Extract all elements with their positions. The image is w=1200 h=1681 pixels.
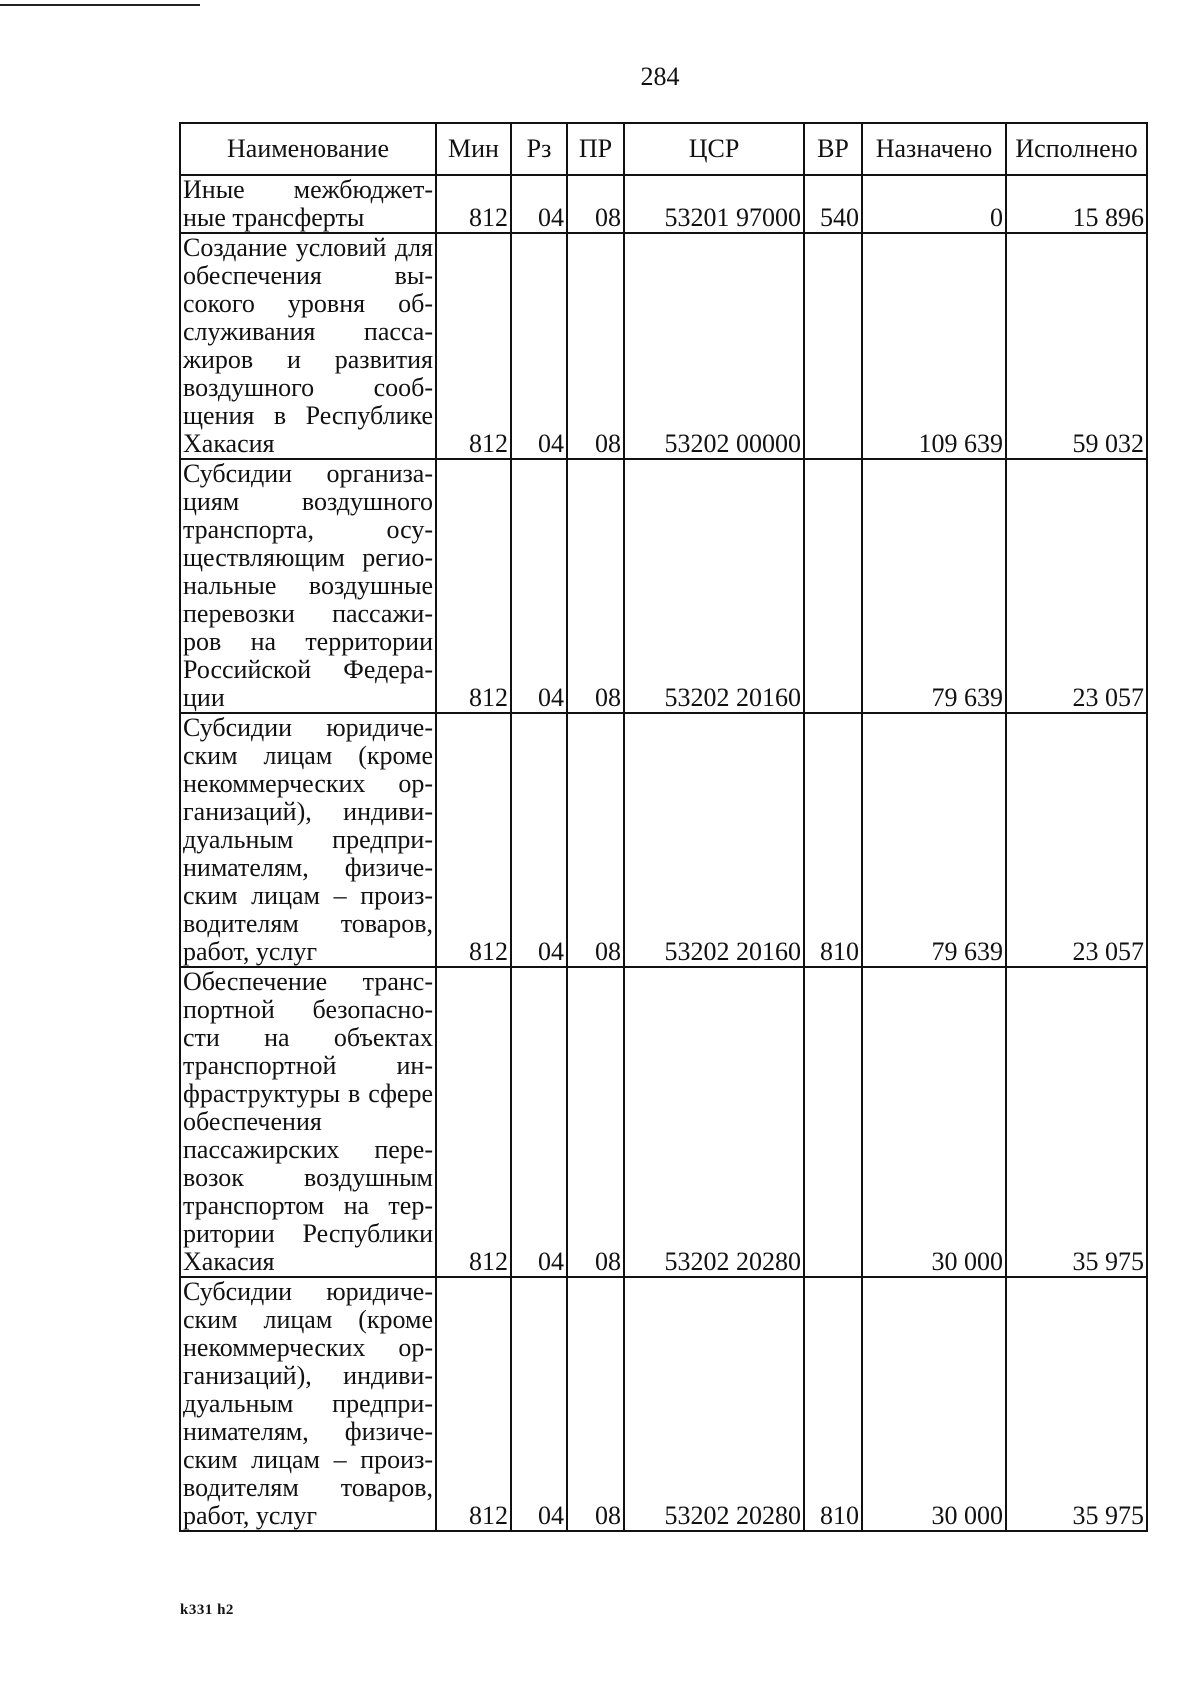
header-vr: ВР <box>804 123 862 175</box>
header-csr: ЦСР <box>624 123 804 175</box>
cell-vr <box>804 233 862 459</box>
cell-executed: 23 057 <box>1006 459 1147 713</box>
cell-name: Субсидии организа-циям воздушного транспорта, осу-ществляющим регио-нальные воздушные перевозки пассажи-ров на территории Российской Федера-ции <box>180 459 436 713</box>
cell-min: 812 <box>436 233 511 459</box>
cell-assigned: 30 000 <box>862 1277 1006 1531</box>
cell-min: 812 <box>436 1277 511 1531</box>
cell-min: 812 <box>436 713 511 967</box>
header-assigned: Назначено <box>862 123 1006 175</box>
cell-name: Обеспечение транс-портной безопасно-сти на объектах транспортной ин-фраструктуры в сфере обеспечения пассажирских пере-возок воздушным транспортом на тер-ритории Республики Хакасия <box>180 967 436 1277</box>
cell-vr <box>804 459 862 713</box>
table-row <box>180 175 1147 233</box>
cell-csr: 53202 20280 <box>624 967 804 1277</box>
cell-assigned: 79 639 <box>862 713 1006 967</box>
cell-assigned: 30 000 <box>862 967 1006 1277</box>
cell-executed: 35 975 <box>1006 1277 1147 1531</box>
cell-rz: 04 <box>511 175 567 233</box>
cell-vr: 810 <box>804 1277 862 1531</box>
cell-csr: 53202 20160 <box>624 713 804 967</box>
cell-name: Субсидии юридиче-ским лицам (кроме некоммерческих ор-ганизаций), индиви-дуальным предпри-нимателям, физиче-ским лицам – произ-водителям товаров, работ, услуг <box>180 713 436 967</box>
cell-pr: 08 <box>567 233 624 459</box>
cell-rz: 04 <box>511 1277 567 1531</box>
header-pr: ПР <box>567 123 624 175</box>
table-row <box>180 1277 1147 1531</box>
header-rz: Рз <box>511 123 567 175</box>
cell-pr: 08 <box>567 713 624 967</box>
cell-executed: 59 032 <box>1006 233 1147 459</box>
cell-name: Иные межбюджет-ные трансферты <box>180 175 436 233</box>
footer-code: k331 h2 <box>180 1602 234 1618</box>
cell-vr: 540 <box>804 175 862 233</box>
header-min: Мин <box>436 123 511 175</box>
table-row <box>180 459 1147 713</box>
cell-vr <box>804 967 862 1277</box>
header-executed: Исполнено <box>1006 123 1147 175</box>
cell-rz: 04 <box>511 459 567 713</box>
cell-executed: 15 896 <box>1006 175 1147 233</box>
cell-csr: 53202 00000 <box>624 233 804 459</box>
table-row <box>180 713 1147 967</box>
cell-csr: 53202 20160 <box>624 459 804 713</box>
cell-vr: 810 <box>804 713 862 967</box>
cell-assigned: 0 <box>862 175 1006 233</box>
header-row <box>180 123 1147 175</box>
cell-executed: 23 057 <box>1006 713 1147 967</box>
cell-csr: 53202 20280 <box>624 1277 804 1531</box>
header-name: Наименование <box>180 123 436 175</box>
cell-pr: 08 <box>567 175 624 233</box>
page-number: 284 <box>640 62 680 91</box>
cell-assigned: 79 639 <box>862 459 1006 713</box>
cell-name: Субсидии юридиче-ским лицам (кроме некоммерческих ор-ганизаций), индиви-дуальным предпри-нимателям, физиче-ским лицам – произ-водителям товаров, работ, услуг <box>180 1277 436 1531</box>
cell-rz: 04 <box>511 233 567 459</box>
cell-pr: 08 <box>567 967 624 1277</box>
table-row <box>180 967 1147 1277</box>
cell-assigned: 109 639 <box>862 233 1006 459</box>
table-row <box>180 233 1147 459</box>
cell-pr: 08 <box>567 459 624 713</box>
cell-min: 812 <box>436 459 511 713</box>
cell-min: 812 <box>436 967 511 1277</box>
cell-name: Создание условий для обеспечения вы-сокого уровня об-служивания пасса-жиров и развития воздушного сооб-щения в Республике Хакасия <box>180 233 436 459</box>
budget-table <box>179 122 1148 1532</box>
cell-rz: 04 <box>511 713 567 967</box>
cell-pr: 08 <box>567 1277 624 1531</box>
cell-rz: 04 <box>511 967 567 1277</box>
cell-executed: 35 975 <box>1006 967 1147 1277</box>
cell-csr: 53201 97000 <box>624 175 804 233</box>
cell-min: 812 <box>436 175 511 233</box>
corner-rule <box>0 0 200 6</box>
